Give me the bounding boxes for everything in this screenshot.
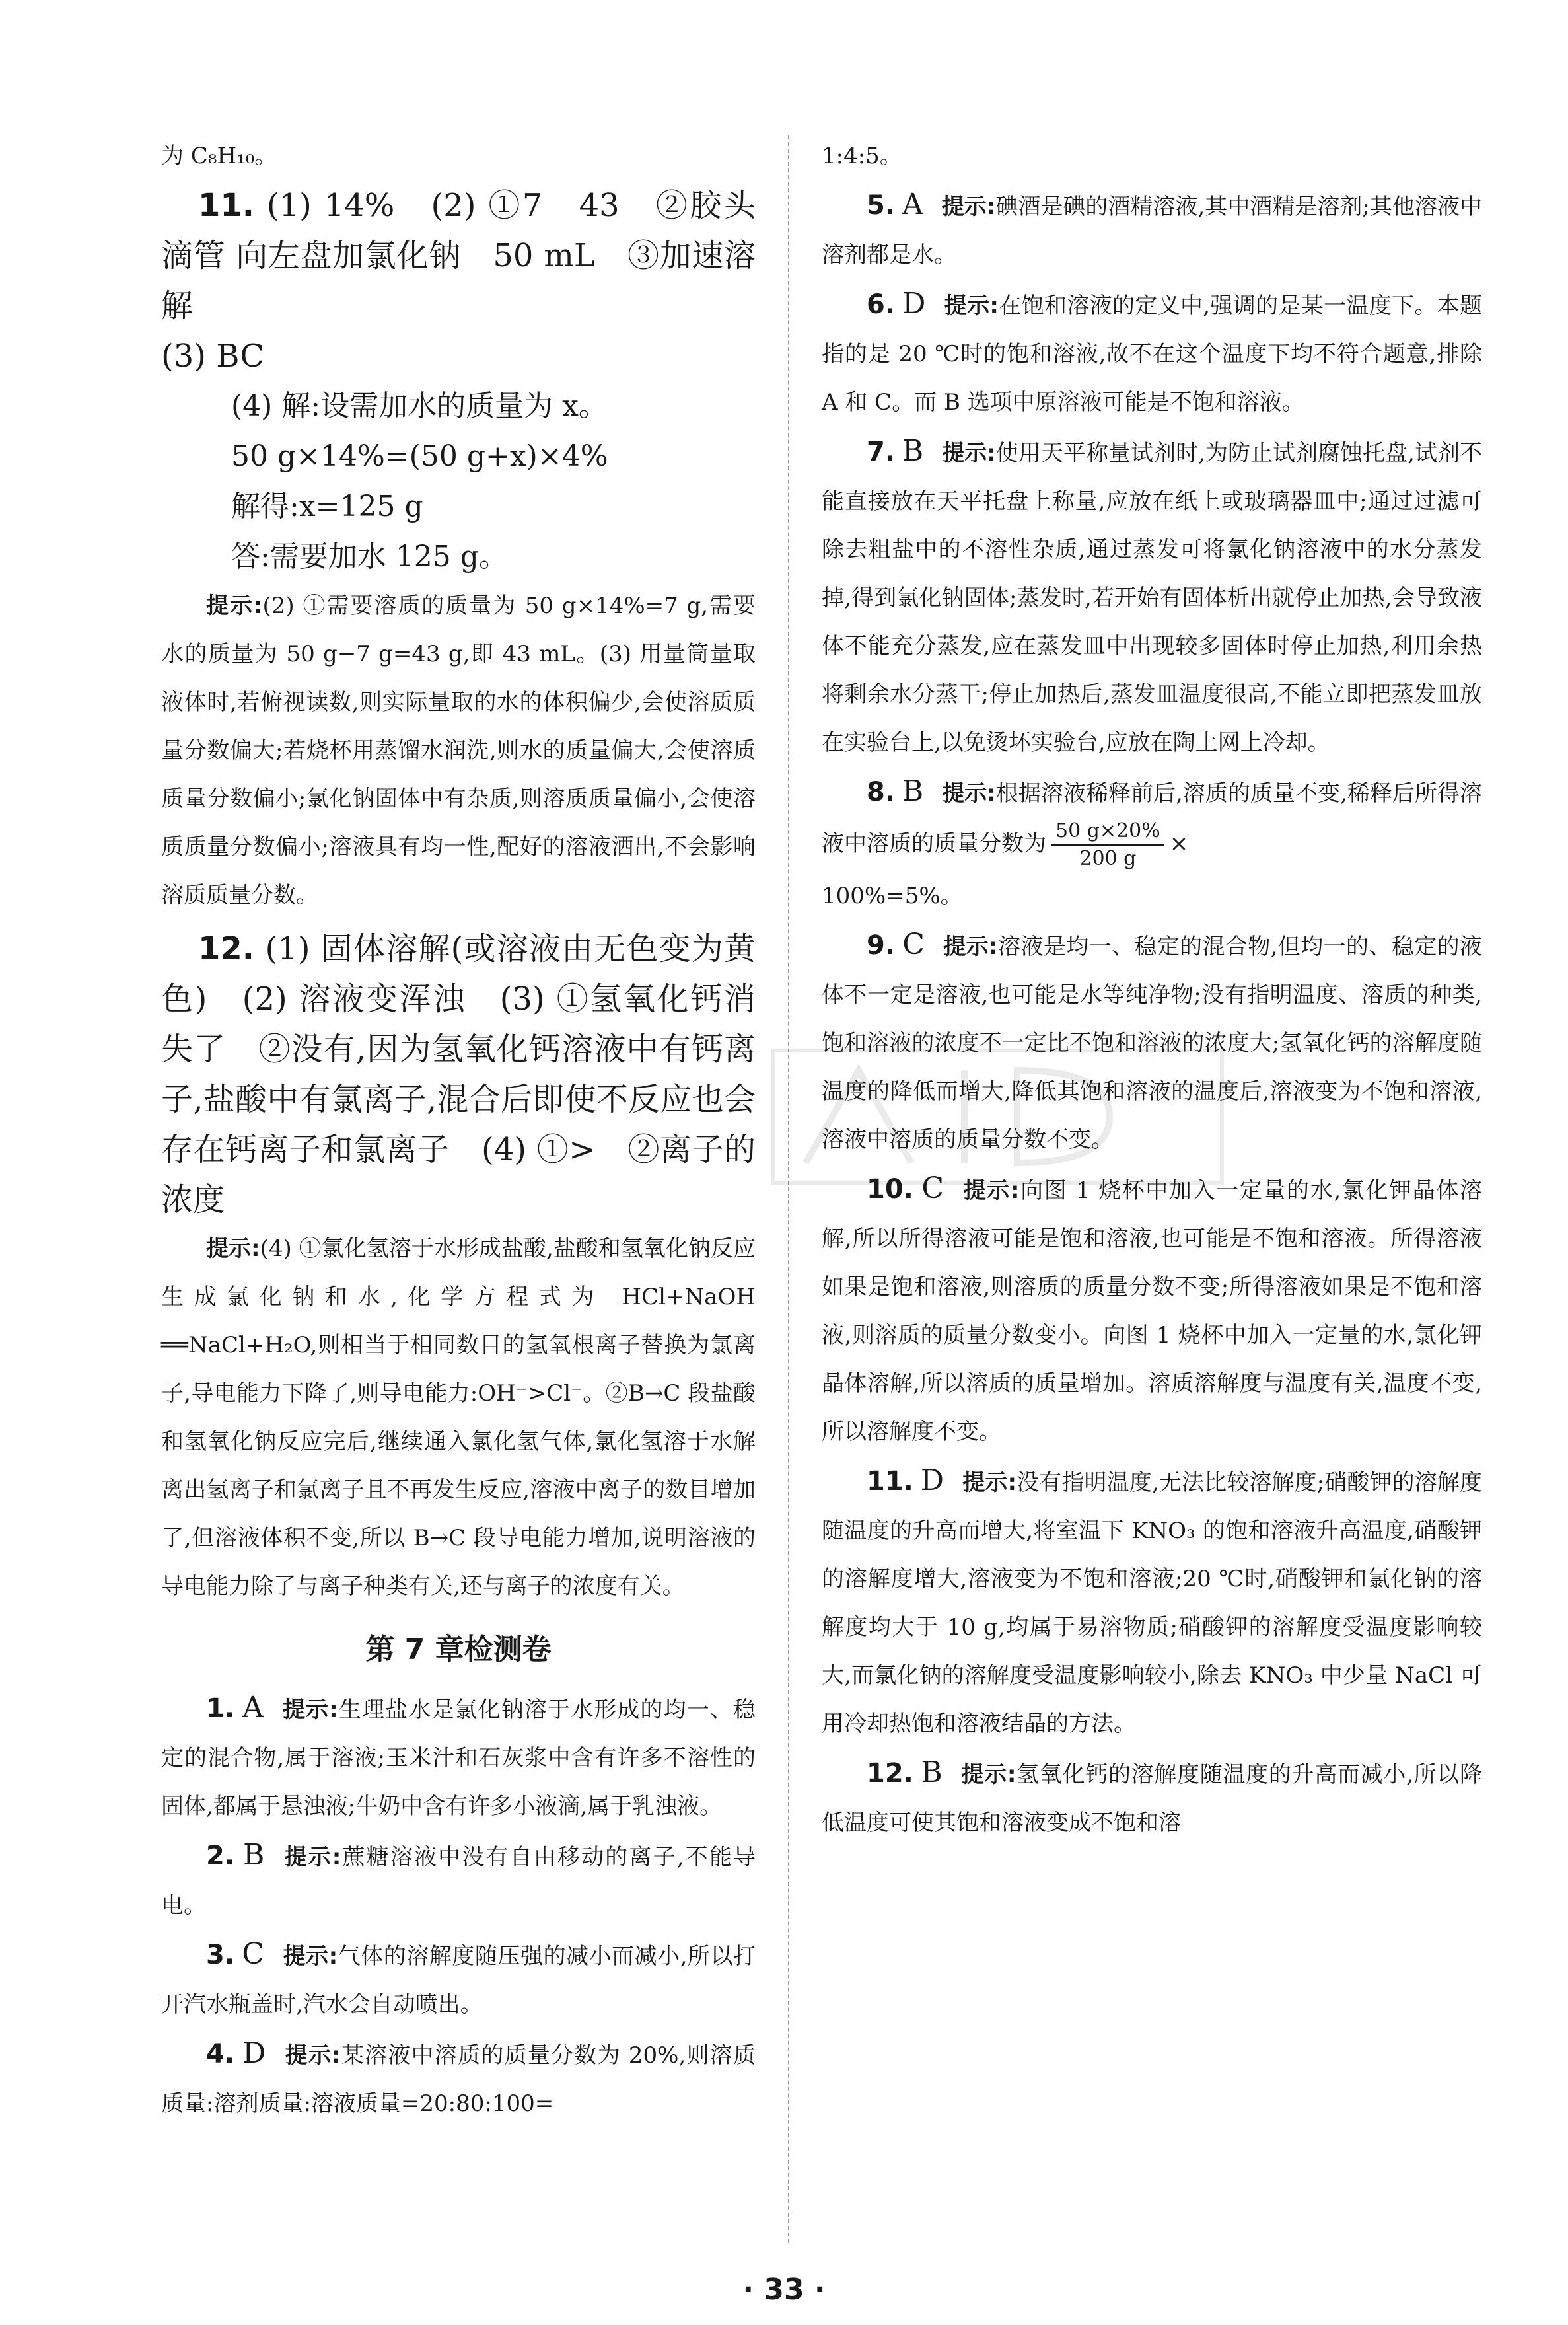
answer-letter: C: [902, 928, 925, 961]
tip-text: 生理盐水是氯化钠溶于水形成的均一、稳定的混合物,属于溶液;玉米汁和石灰浆中含有许多不溶性的固体,都属于悬浊液;牛奶中含有许多小液滴,属于乳浊液。: [161, 1697, 756, 1820]
left-column: [161, 132, 756, 2128]
q11-line2: (3) BC: [161, 338, 265, 375]
right-column: [822, 132, 1482, 1847]
tip-text: 根据溶液稀释前后,溶质的质量不变,稀释后所得溶液中溶质的质量分数为: [822, 780, 1482, 857]
q11-line1: [161, 180, 756, 331]
answer-2: [161, 1831, 756, 1930]
tip-label: 提示:: [281, 1697, 338, 1723]
tip-label: 提示:: [941, 194, 996, 220]
answer-letter: B: [902, 774, 924, 808]
question-number: 8.: [867, 777, 896, 807]
tip-label: 提示:: [283, 1943, 338, 1970]
tip-label: 提示:: [943, 934, 998, 960]
question-number: 11.: [867, 1466, 913, 1496]
tip-text: 氢氧化钙的溶解度随温度的升高而减小,所以降低温度可使其饱和溶液变成不饱和溶: [822, 1761, 1482, 1836]
continued-text: 为 C₈H₁₀。: [161, 143, 277, 169]
q11-line5: 解得:x=125 g: [231, 490, 423, 523]
q11-tip: [161, 582, 756, 920]
tip-text: 溶液是均一、稳定的混合物,但均一的、稳定的液体不一定是溶液,也可能是水等纯净物;没有指明温度、溶质的种类,饱和溶液的浓度不一定比不饱和溶液的浓度大;氢氧化钙的溶解度随温度的降低而增大,降低其饱和溶液的温度后,溶液变为不饱和溶液,溶液中溶质的质量分数不变。: [822, 934, 1482, 1153]
tip-label: 提示:: [942, 440, 996, 466]
tip-label: 提示:: [962, 1469, 1017, 1496]
q12-answer: [161, 924, 756, 1225]
question-number: 1.: [206, 1693, 235, 1724]
answer-8-continued: 100%=5%。: [822, 883, 963, 909]
continued-text: 1:4:5。: [822, 143, 902, 169]
answer-letter: B: [902, 434, 924, 468]
answer-1: [161, 1683, 756, 1831]
question-11: [161, 180, 756, 920]
answer-11: [822, 1456, 1482, 1748]
question-number: 10.: [867, 1174, 913, 1204]
answer-letter: C: [242, 1937, 265, 1971]
tip-text: 向图 1 烧杯中加入一定量的水,氯化钾晶体溶解,所以所得溶液可能是饱和溶液,也可能是不饱和溶液。所得溶液如果是饱和溶液,则溶质的质量分数不变;所得溶液如果是不饱和溶液,则溶质的质量分数变小。向图 1 烧杯中加入一定量的水,氯化钾晶体溶解,所以溶质的质量增加。溶质溶解度与温度有关,温度不变,所以溶解度不变。: [822, 1177, 1482, 1445]
question-number: 9.: [867, 930, 896, 961]
tip-label: 提示:: [283, 1844, 341, 1870]
tip-label: 提示:: [962, 1177, 1020, 1204]
tip-text: 碘酒是碘的酒精溶液,其中酒精是溶剂;其他溶液中溶剂都是水。: [822, 194, 1482, 268]
question-number: 6.: [867, 289, 896, 320]
question-number: 7.: [867, 437, 896, 467]
tip-text: 没有指明温度,无法比较溶解度;硝酸钾的溶解度随温度的升高而增大,将室温下 KNO₃ 的饱和溶液升高温度,硝酸钾的溶解度增大,溶液变为不饱和溶液;20 ℃时,硝酸钾和氯化钠的溶解度均大于 10 g,均属于易溶物质;硝酸钾的溶解度受温度影响较大,而氯化钠的溶解度受温度影响较小,除去 KNO₃ 中少量 NaCl 可用冷却热饱和溶液结晶的方法。: [822, 1469, 1482, 1737]
tip-text: 气体的溶解度随压强的减小而减小,所以打开汽水瓶盖时,汽水会自动喷出。: [161, 1943, 756, 2018]
question-number: 12.: [867, 1758, 913, 1789]
question-number: 5.: [867, 190, 896, 221]
question-number: 3.: [206, 1940, 235, 1970]
answer-letter: B: [921, 1755, 943, 1789]
tip-text: 蔗糖溶液中没有自由移动的离子,不能导电。: [161, 1844, 756, 1919]
answer-7: [822, 427, 1482, 767]
answer-9: [822, 920, 1482, 1164]
answer-12: [822, 1748, 1482, 1847]
answer-letter: D: [902, 287, 926, 320]
answer-letter: D: [242, 2036, 266, 2070]
fraction-denominator: 200 g: [1079, 847, 1137, 870]
answer-5: [822, 180, 1482, 279]
q11-line3: (4) 解:设需加水的质量为 x。: [231, 389, 608, 423]
tip-text: (2) ①需要溶质的质量为 50 g×14%=7 g,需要水的质量为 50 g−7 g=43 g,即 43 mL。(3) 用量筒量取液体时,若俯视读数,则实际量取的水的体积偏少,会使溶质质量分数偏大;若烧杯用蒸馏水润洗,则水的质量偏大,会使溶质质量分数偏小;氯化钠固体中有杂质,则溶质质量偏小,会使溶质质量分数偏小;溶液具有均一性,配好的溶液洒出,不会影响溶质质量分数。: [161, 593, 756, 908]
tip-label: 提示:: [284, 2042, 341, 2069]
question-number: 2.: [206, 1841, 235, 1871]
tip-label: 提示:: [944, 293, 999, 319]
answer-8: [822, 767, 1482, 872]
q11-answer-text: (1) 14% (2) ①7 43 ②胶头滴管 向左盘加氯化钠 50 mL ③加速溶解: [161, 187, 756, 324]
answer-6: [822, 279, 1482, 427]
answer-letter: C: [921, 1171, 944, 1205]
tip-text: 使用天平称量试剂时,为防止试剂腐蚀托盘,试剂不能直接放在天平托盘上称量,应放在纸上或玻璃器皿中;通过过滤可除去粗盐中的不溶性杂质,通过蒸发可将氯化钠溶液中的水分蒸发掉,得到氯化钠固体;蒸发时,若开始有固体析出就停止加热,会导致液体不能充分蒸发,应在蒸发皿中出现较多固体时停止加热,利用余热将剩余水分蒸干;停止加热后,蒸发皿温度很高,不能立即把蒸发皿放在实验台上,以免烫坏实验台,应放在陶土网上冷却。: [822, 440, 1482, 756]
column-divider: [788, 135, 789, 2243]
tip-text: (4) ①氯化氢溶于水形成盐酸,盐酸和氢氧化钠反应生成氯化钠和水,化学方程式为 HCl+NaOH ══NaCl+H₂O,则相当于相同数目的氢氧根离子替换为氯离子,导电能力下降了,则导电能力:OH⁻>Cl⁻。②B→C 段盐酸和氢氧化钠反应完后,继续通入氯化氢气体,氯化氢溶于水解离出氢离子和氯离子且不再发生反应,溶液中离子的数目增加了,但溶液体积不变,所以 B→C 段导电能力增加,说明溶液的导电能力除了与离子种类有关,还与离子的浓度有关。: [161, 1236, 756, 1600]
answer-letter: A: [242, 1691, 264, 1724]
q12-answer-text: (1) 固体溶解(或溶液由无色变为黄色) (2) 溶液变浑浊 (3) ①氢氧化钙消失了 ②没有,因为氢氧化钙溶液中有钙离子,盐酸中有氯离子,混合后即使不反应也会存在钙离子和氯离子 (4) ①> ②离子的浓度: [161, 930, 756, 1218]
question-number: 11.: [198, 187, 255, 224]
question-number: 4.: [206, 2039, 235, 2069]
tip-label: 提示:: [206, 1236, 260, 1262]
answer-letter: D: [920, 1463, 944, 1497]
page-number: · 33 ·: [742, 2273, 826, 2307]
answer-letter: A: [902, 188, 923, 221]
answer-letter: B: [243, 1838, 265, 1872]
section-title: 第 7 章检测卷: [365, 1633, 552, 1666]
fraction: [1051, 818, 1164, 872]
fraction-numerator: 50 g×20%: [1051, 818, 1164, 846]
q11-line6: 答:需要加水 125 g。: [231, 540, 508, 573]
q11-line4: 50 g×14%=(50 g+x)×4%: [231, 439, 608, 473]
multiply-sign: ×: [1169, 830, 1189, 857]
tip-label: 提示:: [942, 780, 996, 807]
answer-4: [161, 2029, 756, 2128]
q12-tip: [161, 1225, 756, 1611]
tip-label: 提示:: [206, 593, 263, 619]
tip-label: 提示:: [960, 1761, 1016, 1788]
answer-10: [822, 1164, 1482, 1456]
question-number: 12.: [198, 930, 255, 967]
tip-text: 在饱和溶液的定义中,强调的是某一温度下。本题指的是 20 ℃时的饱和溶液,故不在这个温度下均不符合题意,排除 A 和 C。而 B 选项中原溶液可能是不饱和溶液。: [822, 293, 1482, 416]
tip-text: 某溶液中溶质的质量分数为 20%,则溶质质量:溶剂质量:溶液质量=20:80:100=: [161, 2042, 756, 2117]
answer-3: [161, 1930, 756, 2029]
question-12: [161, 924, 756, 1611]
